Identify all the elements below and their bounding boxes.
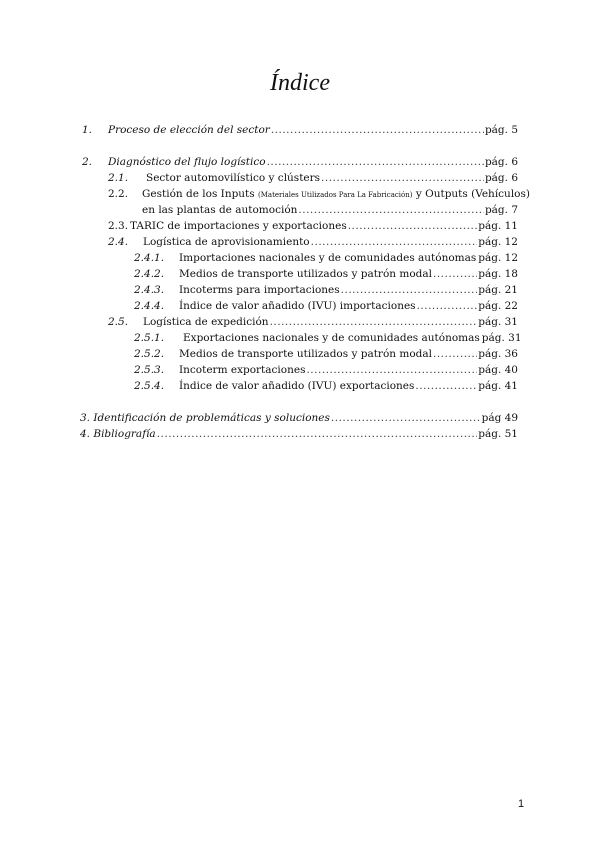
toc-entry-number: 2.4.3.: [134, 284, 165, 296]
toc-entry-page: pág. 36: [478, 348, 518, 360]
toc-entry-page: pág. 22: [478, 300, 518, 312]
toc-leader-dots: [271, 124, 484, 137]
toc-entry-2-2-line1[interactable]: [142, 188, 530, 202]
toc-entry-2-4[interactable]: [143, 236, 518, 249]
toc-leader-dots: [433, 268, 477, 281]
toc-entry-2-1[interactable]: [146, 172, 518, 185]
toc-entry-number: 2.2.: [108, 188, 129, 200]
toc-leader-dots: [417, 300, 478, 313]
toc-entry-label: TARIC de importaciones y exportaciones: [130, 220, 347, 232]
toc-leader-dots: [321, 172, 484, 185]
toc-entry-page: pág. 31: [478, 316, 518, 328]
toc-entry-2-4-4[interactable]: [179, 300, 518, 313]
toc-entry-2-2[interactable]: [142, 204, 518, 217]
toc-entry-page: pág. 6: [484, 172, 518, 184]
toc-leader-dots: [348, 220, 478, 233]
toc-entry-number: 2.3.: [108, 220, 129, 232]
toc-entry-page: pág. 31: [481, 332, 522, 344]
toc-entry-4[interactable]: [80, 428, 518, 441]
toc-entry-number: 2.5.1.: [134, 332, 165, 344]
toc-entry-label: Incoterms para importaciones: [179, 284, 340, 296]
toc-entry-2[interactable]: [108, 156, 518, 169]
toc-entry-page: pág. 6: [484, 156, 518, 168]
toc-entry-label-small: (Materiales Utilizados Para La Fabricación): [258, 191, 413, 199]
toc-entry-number: 2.4.4.: [134, 300, 165, 312]
toc-entry-label: 4. Bibliografía: [80, 428, 156, 440]
toc-entry-number: 1.: [82, 124, 93, 136]
toc-entry-2-5-2[interactable]: [179, 348, 518, 361]
toc-leader-dots: [306, 364, 477, 377]
toc-entry-label: 3. Identificación de problemáticas y soluciones: [80, 412, 330, 424]
toc-entry-label: Medios de transporte utilizados y patrón modal: [179, 348, 432, 360]
toc-entry-2-4-1[interactable]: [179, 252, 518, 265]
toc-entry-number: 2.4.1.: [134, 252, 165, 264]
toc-entry-number: 2.5.: [108, 316, 129, 328]
toc-entry-label: Diagnóstico del flujo logístico: [108, 156, 266, 168]
toc-entry-number: 2.5.4.: [134, 380, 165, 392]
toc-entry-label: Gestión de los Inputs: [142, 188, 259, 200]
toc-entry-page: pág. 7: [484, 204, 518, 216]
toc-entry-label: Sector automovilístico y clústers: [146, 172, 321, 184]
toc-entry-label: Medios de transporte utilizados y patrón modal: [179, 268, 432, 280]
toc-leader-dots: [298, 204, 484, 217]
toc-entry-number: 2.4.: [108, 236, 129, 248]
toc-entry-label: Índice de valor añadido (IVU) importaciones: [179, 300, 416, 312]
toc-entry-label: Proceso de elección del sector: [108, 124, 270, 136]
toc-entry-page: pág. 11: [478, 220, 518, 232]
toc-entry-number: 2.5.2.: [134, 348, 165, 360]
toc-entry-label: y Outputs (Vehículos): [412, 188, 530, 200]
toc-entry-page: pág. 21: [478, 284, 518, 296]
toc-entry-page: pág. 12: [478, 236, 518, 248]
toc-entry-page: pág. 40: [478, 364, 518, 376]
toc-leader-dots: [341, 284, 478, 297]
toc-entry-page: pág. 51: [478, 428, 518, 440]
toc-entry-number: 2.: [82, 156, 93, 168]
toc-entry-label: en las plantas de automoción: [142, 204, 298, 216]
toc-entry-2-5-3[interactable]: [179, 364, 518, 377]
toc-leader-dots: [433, 348, 477, 361]
toc-entry-number: 2.5.3.: [134, 364, 165, 376]
toc-entry-label: Índice de valor añadido (IVU) exportaciones: [179, 380, 415, 392]
page-number: 1: [518, 798, 525, 810]
toc-entry-page: pág. 5: [484, 124, 518, 136]
toc-leader-dots: [415, 380, 477, 393]
toc-entry-label: Exportaciones nacionales y de comunidades autónomas: [183, 332, 480, 344]
toc-entry-3[interactable]: [80, 412, 518, 425]
toc-leader-dots: [270, 316, 478, 329]
toc-entry-label: Importaciones nacionales y de comunidades autónomas: [179, 252, 477, 264]
toc-leader-dots: [267, 156, 484, 169]
toc-entry-2-5-1[interactable]: [183, 332, 522, 345]
toc-leader-dots: [331, 412, 481, 425]
toc-leader-dots: [157, 428, 478, 441]
toc-entry-number: 2.1.: [108, 172, 129, 184]
toc-entry-page: pág 49: [481, 412, 518, 424]
toc-entry-label: Logística de expedición: [143, 316, 269, 328]
toc-entry-2-5-4[interactable]: [179, 380, 518, 393]
toc-entry-page: pág. 12: [478, 252, 519, 264]
toc-entry-2-3[interactable]: [130, 220, 518, 233]
toc-entry-page: pág. 18: [478, 268, 518, 280]
toc-title: Índice: [270, 70, 330, 96]
toc-entry-2-4-3[interactable]: [179, 284, 518, 297]
toc-leader-dots: [311, 236, 478, 249]
toc-entry-2-4-2[interactable]: [179, 268, 518, 281]
toc-entry-label: Incoterm exportaciones: [179, 364, 306, 376]
toc-entry-page: pág. 41: [478, 380, 518, 392]
toc-entry-label: Logística de aprovisionamiento: [143, 236, 310, 248]
toc-entry-2-5[interactable]: [143, 316, 518, 329]
toc-entry-number: 2.4.2.: [134, 268, 165, 280]
toc-entry-1[interactable]: [108, 124, 518, 137]
